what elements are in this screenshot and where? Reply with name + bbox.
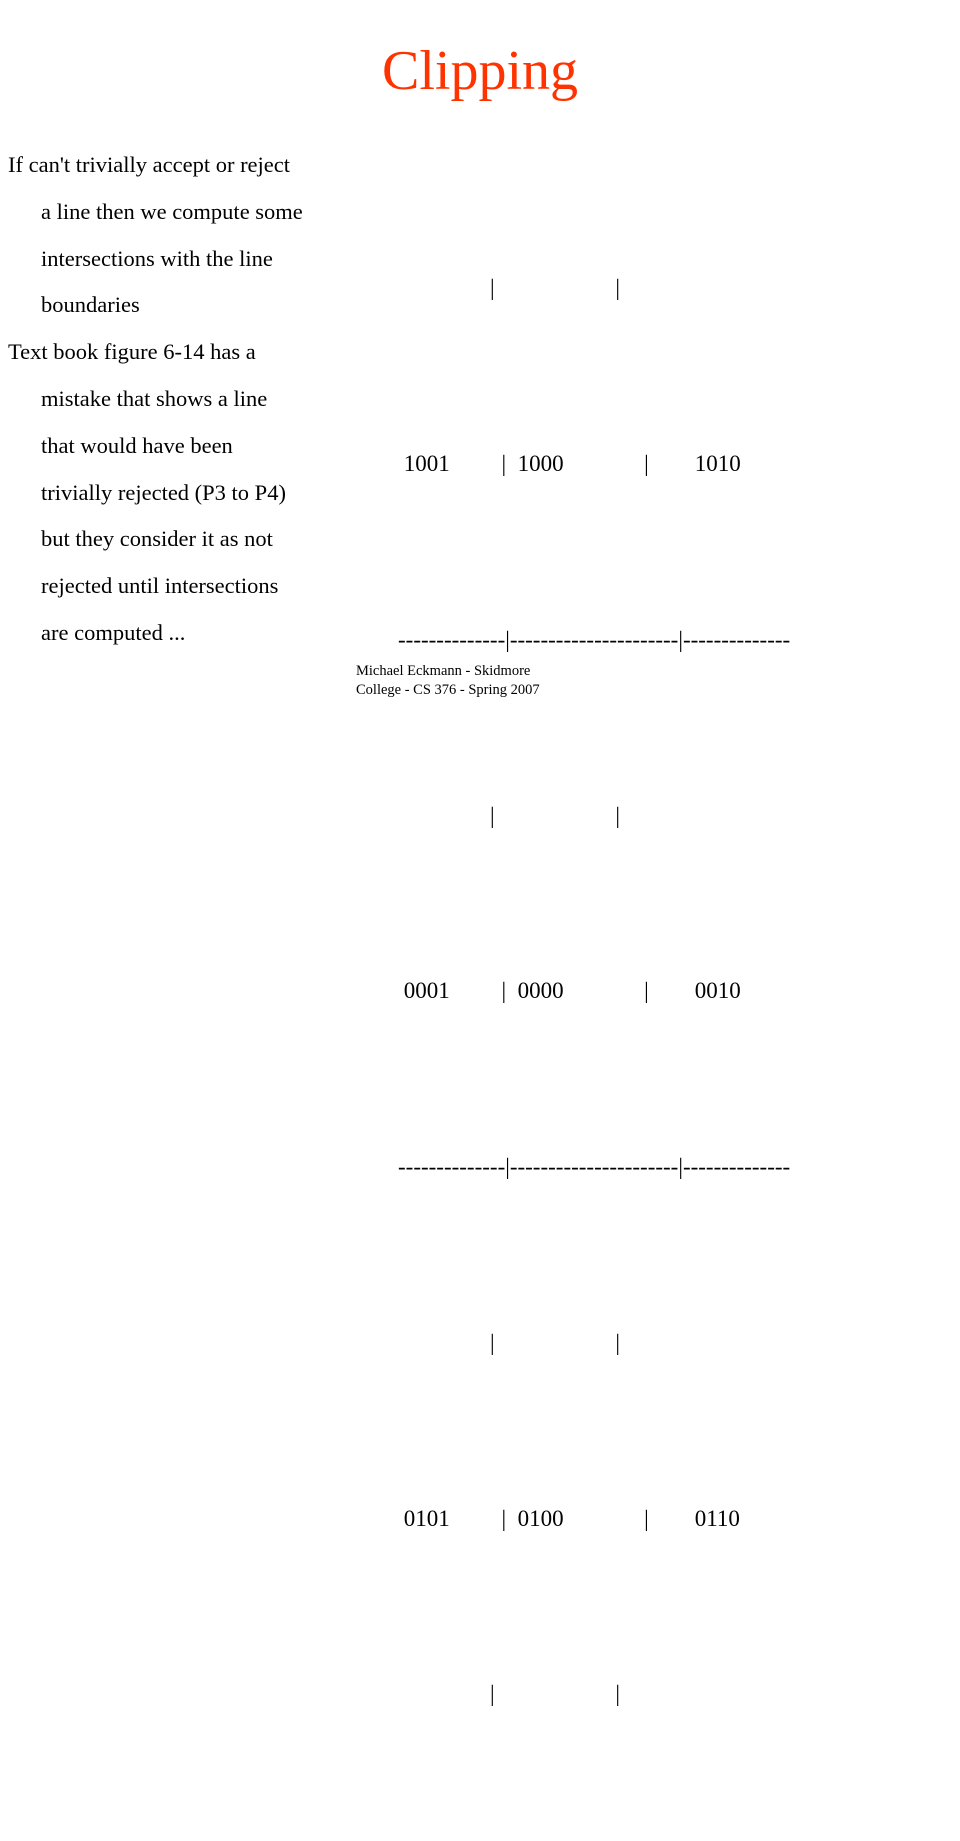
region-code-grid (398, 142, 790, 1841)
footer-line: College - CS 376 - Spring 2007 (356, 682, 540, 698)
bullet-paragraph (8, 329, 388, 657)
region-code-row: 1001 | 1000 | 1010 (398, 450, 741, 476)
bullet-list (8, 142, 388, 657)
bullet-line: mistake that shows a line (41, 385, 268, 411)
bullet-line: intersections with the line (41, 245, 273, 271)
bullet-line: trivially rejected (P3 to P4) (41, 479, 286, 505)
bullet-first-line: If can't trivially accept or reject (8, 152, 291, 177)
grid-divider-line: | | (398, 802, 620, 828)
bullet-paragraph (8, 142, 388, 329)
bullet-line: boundaries (41, 292, 140, 318)
grid-divider-line: | | (398, 1329, 620, 1355)
slide-title: Clipping (381, 40, 579, 102)
grid-dash-line: --------------|----------------------|-------------- (398, 1154, 791, 1180)
bullet-line: a line then we compute some (41, 198, 303, 224)
footer-line: Michael Eckmann - Skidmore (356, 663, 531, 679)
grid-dash-line: --------------|----------------------|-------------- (398, 626, 791, 652)
bullet-line: rejected until intersections (41, 573, 279, 599)
grid-divider-line: | | (398, 1681, 620, 1707)
grid-divider-line: | | (398, 275, 620, 301)
bullet-line: but they consider it as not (41, 526, 273, 552)
bullet-line: are computed ... (41, 619, 186, 645)
bullet-first-line: Text book figure 6-14 has a (8, 339, 256, 365)
region-code-row: 0101 | 0100 | 0110 (398, 1505, 740, 1531)
region-code-row: 0001 | 0000 | 0010 (398, 978, 741, 1004)
slide-footer (356, 662, 540, 700)
bullet-line: that would have been (41, 432, 233, 458)
